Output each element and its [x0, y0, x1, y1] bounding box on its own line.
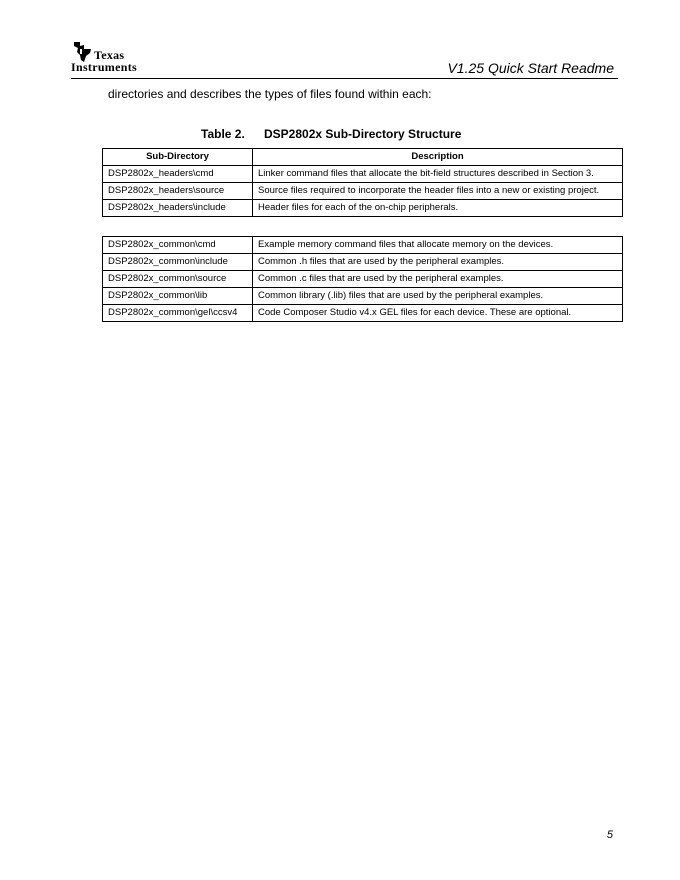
- sub-directory-cell: DSP2802x_common\lib: [103, 288, 253, 305]
- logo-text-texas: Texas: [94, 48, 125, 62]
- sub-directory-cell: DSP2802x_headers\include: [103, 200, 253, 217]
- column-header-sub-directory: Sub-Directory: [103, 149, 253, 166]
- description-cell: Code Composer Studio v4.x GEL files for each device. These are optional.: [253, 305, 623, 322]
- table-caption: [201, 127, 461, 141]
- table-caption-number: Table 2.: [201, 127, 245, 141]
- header-rule: [71, 78, 618, 79]
- table-row: [103, 271, 623, 288]
- sub-directory-cell: DSP2802x_common\gel\ccsv4: [103, 305, 253, 322]
- table-row: [103, 237, 623, 254]
- sub-directory-cell: DSP2802x_common\include: [103, 254, 253, 271]
- sub-directory-table-common: [102, 236, 623, 322]
- table-caption-title: DSP2802x Sub-Directory Structure: [264, 127, 462, 141]
- table-row: [103, 166, 623, 183]
- page-number: 5: [606, 829, 613, 841]
- intro-text: directories and describes the types of files found within each:: [108, 87, 432, 101]
- description-cell: Linker command files that allocate the bit-field structures described in Section 3.: [253, 166, 623, 183]
- logo-text-instruments: Instruments: [71, 60, 137, 74]
- table-row: [103, 254, 623, 271]
- description-cell: Common .h files that are used by the peripheral examples.: [253, 254, 623, 271]
- sub-directory-cell: DSP2802x_headers\cmd: [103, 166, 253, 183]
- description-cell: Example memory command files that allocate memory on the devices.: [253, 237, 623, 254]
- table-row: [103, 288, 623, 305]
- column-header-description: Description: [253, 149, 623, 166]
- description-cell: Header files for each of the on-chip peripherals.: [253, 200, 623, 217]
- description-cell: Source files required to incorporate the header files into a new or existing project.: [253, 183, 623, 200]
- table-header-row: [103, 149, 623, 166]
- sub-directory-cell: DSP2802x_common\cmd: [103, 237, 253, 254]
- table-row: [103, 305, 623, 322]
- description-cell: Common .c files that are used by the peripheral examples.: [253, 271, 623, 288]
- ti-logo: [71, 40, 166, 74]
- sub-directory-cell: DSP2802x_common\source: [103, 271, 253, 288]
- table-row: [103, 200, 623, 217]
- sub-directory-table-headers: [102, 148, 623, 217]
- table-row: [103, 183, 623, 200]
- header-title: V1.25 Quick Start Readme: [447, 60, 614, 76]
- description-cell: Common library (.lib) files that are used by the peripheral examples.: [253, 288, 623, 305]
- sub-directory-cell: DSP2802x_headers\source: [103, 183, 253, 200]
